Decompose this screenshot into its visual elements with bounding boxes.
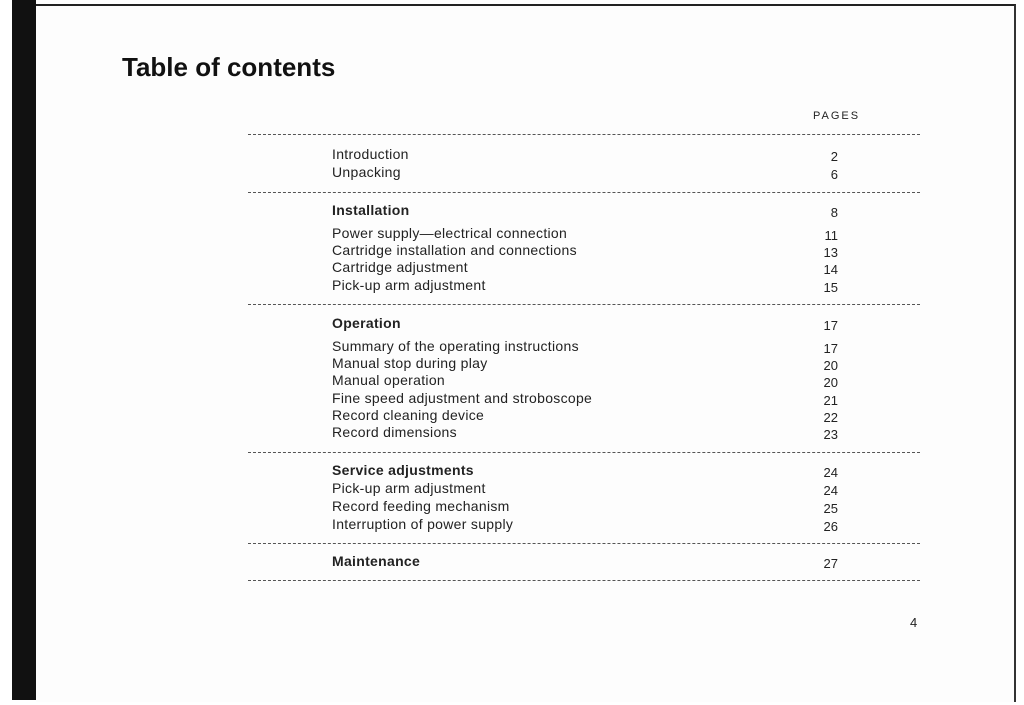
section-divider (248, 134, 920, 135)
toc-entry-page: 11 (824, 228, 838, 243)
toc-entry (0, 407, 1024, 425)
toc-entry-title: Cartridge installation and connections (332, 242, 577, 258)
toc-entry-page: 17 (823, 318, 838, 333)
toc-entry-title: Pick-up arm adjustment (332, 277, 486, 293)
toc-entry-title: Record feeding mechanism (332, 498, 510, 514)
section-divider (248, 580, 920, 581)
toc-section-heading (0, 553, 1024, 571)
toc-entry-page: 26 (823, 519, 838, 534)
toc-section-heading (0, 202, 1024, 220)
toc-entry-page: 24 (823, 465, 838, 480)
page-number: 4 (910, 615, 918, 630)
toc-entry-page: 23 (823, 427, 838, 442)
toc-entry-title: Record cleaning device (332, 407, 485, 423)
toc-entry-page: 6 (830, 167, 838, 182)
toc-section-heading (0, 462, 1024, 480)
toc-entry (0, 424, 1024, 442)
toc-entry-page: 8 (830, 205, 838, 220)
toc-entry-title: Cartridge adjustment (332, 259, 468, 275)
toc-entry-title: Manual stop during play (332, 355, 488, 371)
toc-entry-title: Record dimensions (332, 424, 457, 440)
toc-entry-title: Summary of the operating instructions (332, 338, 579, 354)
toc-entry-page: 25 (823, 501, 838, 516)
section-divider (248, 192, 920, 193)
toc-entry-title: Fine speed adjustment and stroboscope (332, 390, 593, 406)
toc-entry (0, 372, 1024, 390)
toc-entry (0, 242, 1024, 260)
toc-entry-page: 17 (823, 341, 838, 356)
section-divider (248, 543, 920, 544)
pages-column-header: PAGES (813, 110, 861, 122)
toc-entry-page: 13 (823, 245, 838, 260)
toc-entry (0, 498, 1024, 516)
toc-entry-page: 2 (830, 149, 838, 164)
toc-entry (0, 277, 1024, 295)
page-title: Table of contents (122, 52, 336, 82)
toc-entry-title: Pick-up arm adjustment (332, 480, 486, 496)
toc-entry-page: 21 (823, 393, 838, 408)
toc-entry-title: Operation (332, 315, 401, 331)
section-divider (248, 304, 920, 305)
toc-entry (0, 355, 1024, 373)
toc-entry-title: Installation (332, 202, 410, 218)
toc-entry (0, 480, 1024, 498)
toc-entry (0, 516, 1024, 534)
toc-entry-page: 24 (823, 483, 838, 498)
toc-entry-title: Manual operation (332, 372, 445, 388)
toc-entry (0, 164, 1024, 182)
section-divider (248, 452, 920, 453)
toc-entry-page: 20 (823, 358, 838, 373)
toc-entry-page: 15 (823, 280, 838, 295)
toc-entry (0, 338, 1024, 356)
toc-entry (0, 259, 1024, 277)
toc-entry-page: 27 (823, 556, 838, 571)
toc-entry (0, 390, 1024, 408)
toc-entry-page: 22 (823, 410, 838, 425)
toc-entry (0, 146, 1024, 164)
toc-entry (0, 225, 1024, 243)
toc-entry-page: 14 (823, 262, 838, 277)
toc-section-heading (0, 315, 1024, 333)
toc-entry-title: Power supply—electrical connection (332, 225, 568, 241)
toc-entry-page: 20 (823, 375, 838, 390)
toc-entry-title: Introduction (332, 146, 409, 162)
toc-entry-title: Interruption of power supply (332, 516, 514, 532)
toc-entry-title: Maintenance (332, 553, 421, 569)
toc-entry-title: Unpacking (332, 164, 401, 180)
toc-entry-title: Service adjustments (332, 462, 474, 478)
